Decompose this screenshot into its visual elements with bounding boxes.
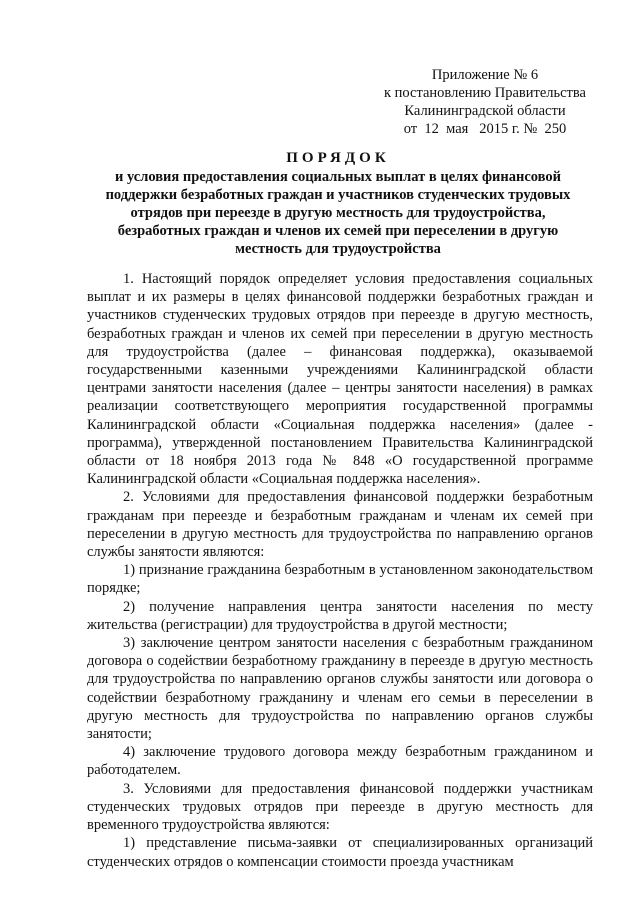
- document-title-block: [88, 149, 588, 258]
- paragraph-2-item-3: 3) заключение центром занятости населения с безработным гражданином договора о содействии безработному гражданину в переезде в другую местность для трудоустройства по направлению органов службы занятости или договора о содействии безработному гражданину и членам его семьи в переселении в другую местность для трудоустройства по направлению органов службы занятости;: [87, 635, 593, 743]
- document-body: [87, 270, 593, 871]
- paragraph-2-item-4: 4) заключение трудового договора между безработным гражданином и работодателем.: [87, 744, 593, 779]
- appendix-header: [360, 66, 610, 138]
- paragraph-2: 2. Условиями для предоставления финансовой поддержки безработным гражданам при переезде и безработным гражданам и членам их семей при переселении в другую местность для трудоустройства по направлению органов службы занятости являются:: [87, 489, 593, 561]
- appendix-date-number: от 12 мая 2015 г. № 250: [403, 121, 567, 137]
- paragraph-2-item-1: 1) признание гражданина безработным в установленном законодательством порядке;: [87, 562, 593, 597]
- document-subtitle: и условия предоставления социальных выплат в целях финансовой поддержки безработных граждан и участников студенческих трудовых отрядов при переезде в другую местность для трудоустройства, безработных граждан и членов их семей при переселении в другую местность для трудоустройства: [105, 169, 571, 257]
- paragraph-2-item-2: 2) получение направления центра занятости населения по месту жительства (регистрации) для трудоустройства в другой местности;: [87, 598, 593, 633]
- appendix-region: Калининградской области: [404, 103, 566, 119]
- appendix-resolution-ref: к постановлению Правительства: [384, 85, 586, 101]
- paragraph-3-item-1: 1) представление письма-заявки от специализированных организаций студенческих отрядов о компенсации стоимости проезда участникам: [87, 835, 593, 870]
- appendix-number: Приложение № 6: [431, 67, 539, 83]
- paragraph-1: 1. Настоящий порядок определяет условия предоставления социальных выплат и их размеры в целях финансовой поддержки безработных граждан и участников студенческих трудовых отрядов при переезде в другую местность, безработных граждан и членов их семей при переселении в другую местность для трудоустройства (далее – финансовая поддержка), оказываемой государственными казенными учреждениями Калининградской области центрами занятости населения (далее – центры занятости населения) в рамках реализации соответствующего мероприятия государственной программы Калининградской области «Социальная поддержка населения» (далее - программа), утвержденной постановлением Правительства Калининградской области от 18 ноября 2013 года № 848 «О государственной программе Калининградской области «Социальная поддержка населения».: [87, 271, 593, 488]
- paragraph-3: 3. Условиями для предоставления финансовой поддержки участникам студенческих трудовых отрядов при переезде в другую местность для временного трудоустройства являются:: [87, 780, 593, 834]
- document-title: ПОРЯДОК: [286, 150, 390, 166]
